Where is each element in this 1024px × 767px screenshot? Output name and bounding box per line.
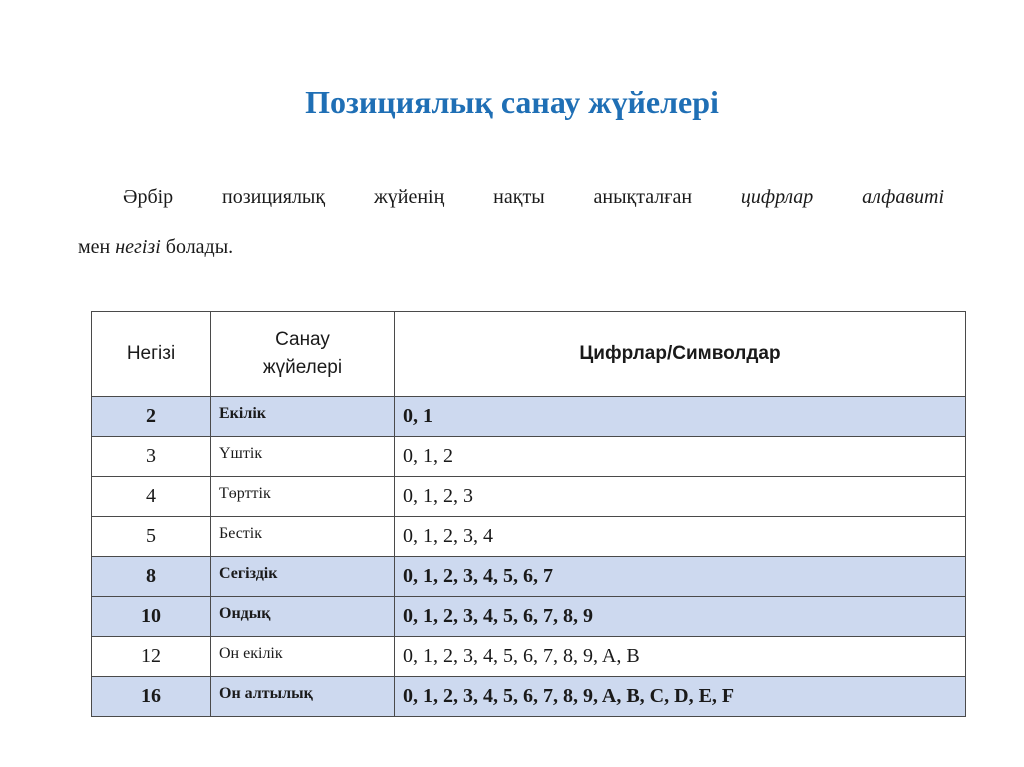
digits-cell: 0, 1, 2, 3, 4, 5, 6, 7, 8, 9, A, B, C, D, E, F bbox=[395, 677, 966, 717]
system-name-cell: Екілік bbox=[211, 397, 395, 437]
slide-title: Позициялық санау жүйелері bbox=[305, 84, 719, 120]
header-base: Негізі bbox=[92, 312, 211, 397]
paragraph-italic-term: цифрлар алфавиті bbox=[740, 186, 944, 208]
header-system-line-2: жүйелері bbox=[262, 357, 343, 378]
table-row bbox=[92, 477, 966, 517]
header-system bbox=[211, 312, 395, 397]
header-system-line-1: Санау bbox=[275, 329, 330, 350]
paragraph-text: мен bbox=[78, 236, 116, 258]
paragraph-line-1 bbox=[78, 172, 944, 222]
table-row bbox=[92, 677, 966, 717]
digits-cell: 0, 1, 2 bbox=[395, 437, 966, 477]
table-body bbox=[92, 397, 966, 717]
intro-paragraph bbox=[78, 172, 944, 272]
paragraph-line-2 bbox=[78, 222, 944, 272]
table-row bbox=[92, 637, 966, 677]
paragraph-text: болады. bbox=[160, 236, 234, 258]
table-row bbox=[92, 557, 966, 597]
digits-cell: 0, 1 bbox=[395, 397, 966, 437]
table-row bbox=[92, 597, 966, 637]
digits-cell: 0, 1, 2, 3, 4, 5, 6, 7, 8, 9, A, B bbox=[395, 637, 966, 677]
table-header-row bbox=[92, 312, 966, 397]
system-name-cell: Сегіздік bbox=[211, 557, 395, 597]
table-row bbox=[92, 517, 966, 557]
system-name-cell: Он екілік bbox=[211, 637, 395, 677]
paragraph-text: Әрбір позициялық жүйенің нақты анықталған bbox=[123, 186, 741, 208]
digits-cell: 0, 1, 2, 3 bbox=[395, 477, 966, 517]
paragraph-italic-term: негізі bbox=[115, 236, 161, 258]
base-cell: 8 bbox=[92, 557, 211, 597]
table-row bbox=[92, 437, 966, 477]
base-cell: 2 bbox=[92, 397, 211, 437]
system-name-cell: Ондық bbox=[211, 597, 395, 637]
base-cell: 4 bbox=[92, 477, 211, 517]
system-name-cell: Үштік bbox=[211, 437, 395, 477]
system-name-cell: Он алтылық bbox=[211, 677, 395, 717]
header-digits: Цифрлар/Символдар bbox=[395, 312, 966, 397]
table-row bbox=[92, 397, 966, 437]
system-name-cell: Төрттік bbox=[211, 477, 395, 517]
digits-cell: 0, 1, 2, 3, 4, 5, 6, 7, 8, 9 bbox=[395, 597, 966, 637]
base-cell: 3 bbox=[92, 437, 211, 477]
base-cell: 16 bbox=[92, 677, 211, 717]
base-cell: 5 bbox=[92, 517, 211, 557]
digits-cell: 0, 1, 2, 3, 4 bbox=[395, 517, 966, 557]
base-cell: 12 bbox=[92, 637, 211, 677]
digits-cell: 0, 1, 2, 3, 4, 5, 6, 7 bbox=[395, 557, 966, 597]
system-name-cell: Бестік bbox=[211, 517, 395, 557]
base-cell: 10 bbox=[92, 597, 211, 637]
number-systems-table bbox=[91, 311, 966, 717]
